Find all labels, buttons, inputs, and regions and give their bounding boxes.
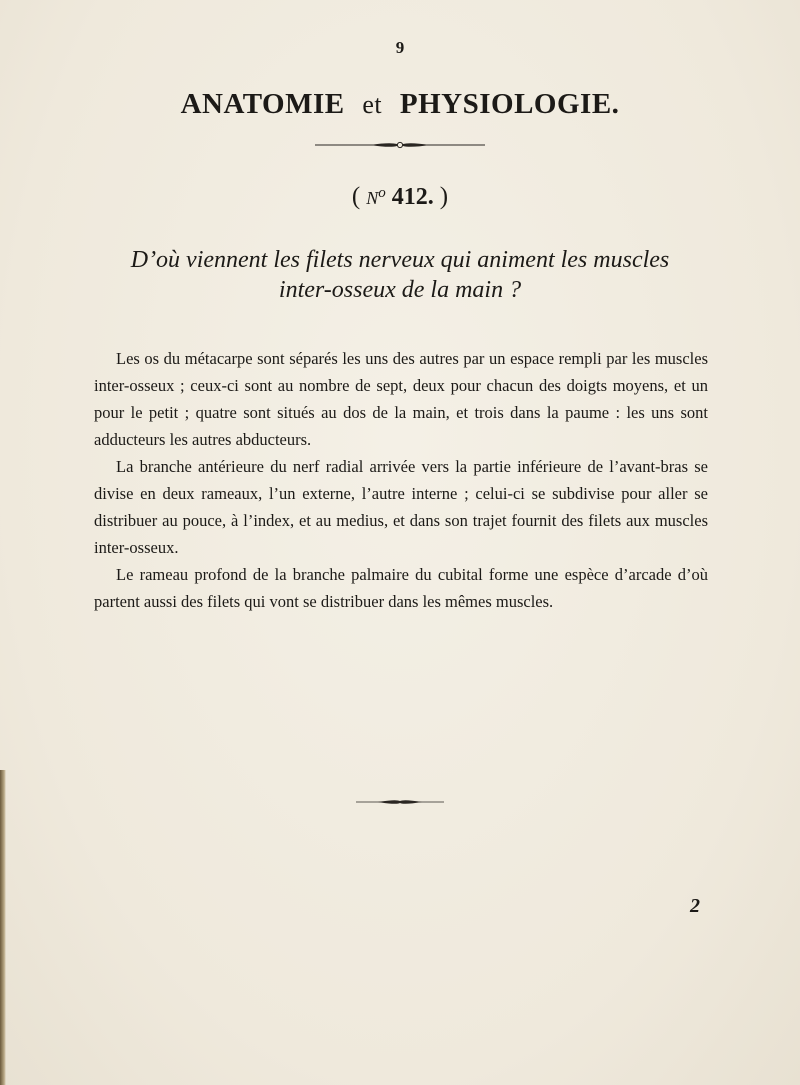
- question-heading: [90, 245, 710, 305]
- title-conjunction: et: [362, 90, 383, 119]
- question-number: ( $N^o$ 412. ): [351, 183, 449, 210]
- number-abbrev: $N^o$: [366, 185, 386, 208]
- answer-body: [94, 345, 708, 615]
- paragraph-1: Les os du métacarpe sont séparés les uns des autres par un espace rempli par les muscles inter-osseux ; ceux-ci sont au nombre de sept, deux pour chacun des doigts moyens, et un pour le petit ; quatre sont situés au dos de la main, et trois dans la paume : les uns sont adducteurs les autres abducteurs.: [94, 349, 708, 449]
- question-number-value: 412.: [391, 184, 434, 210]
- title-physiologie: PHYSIOLOGIE.: [399, 88, 620, 120]
- heading-line-1: D’où viennent les filets nerveux qui animent les muscles: [130, 247, 670, 273]
- paragraph-2: La branche antérieure du nerf radial arrivée vers la partie inférieure de l’avant-bras se divise en deux rameaux, l’un externe, l’autre interne ; celui-ci se subdivise pour aller se distribuer au pouce, à l’index, et au medius, et dans son trajet fournit des filets aux muscles inter-osseux.: [94, 457, 708, 557]
- title-anatomie: ANATOMIE: [180, 88, 345, 120]
- paragraph-3: Le rameau profond de la branche palmaire du cubital forme une espèce d’arcade d’où partent aussi des filets qui vont se distribuer dans les mêmes muscles.: [94, 565, 708, 611]
- page-number: 9: [395, 38, 405, 57]
- ornamental-rule: [315, 140, 485, 150]
- page-binding-edge: [0, 770, 6, 1085]
- end-ornament: [356, 798, 444, 806]
- heading-line-2: inter-osseux de la main ?: [278, 277, 522, 303]
- signature-mark: 2: [690, 895, 700, 917]
- main-title: [0, 88, 800, 121]
